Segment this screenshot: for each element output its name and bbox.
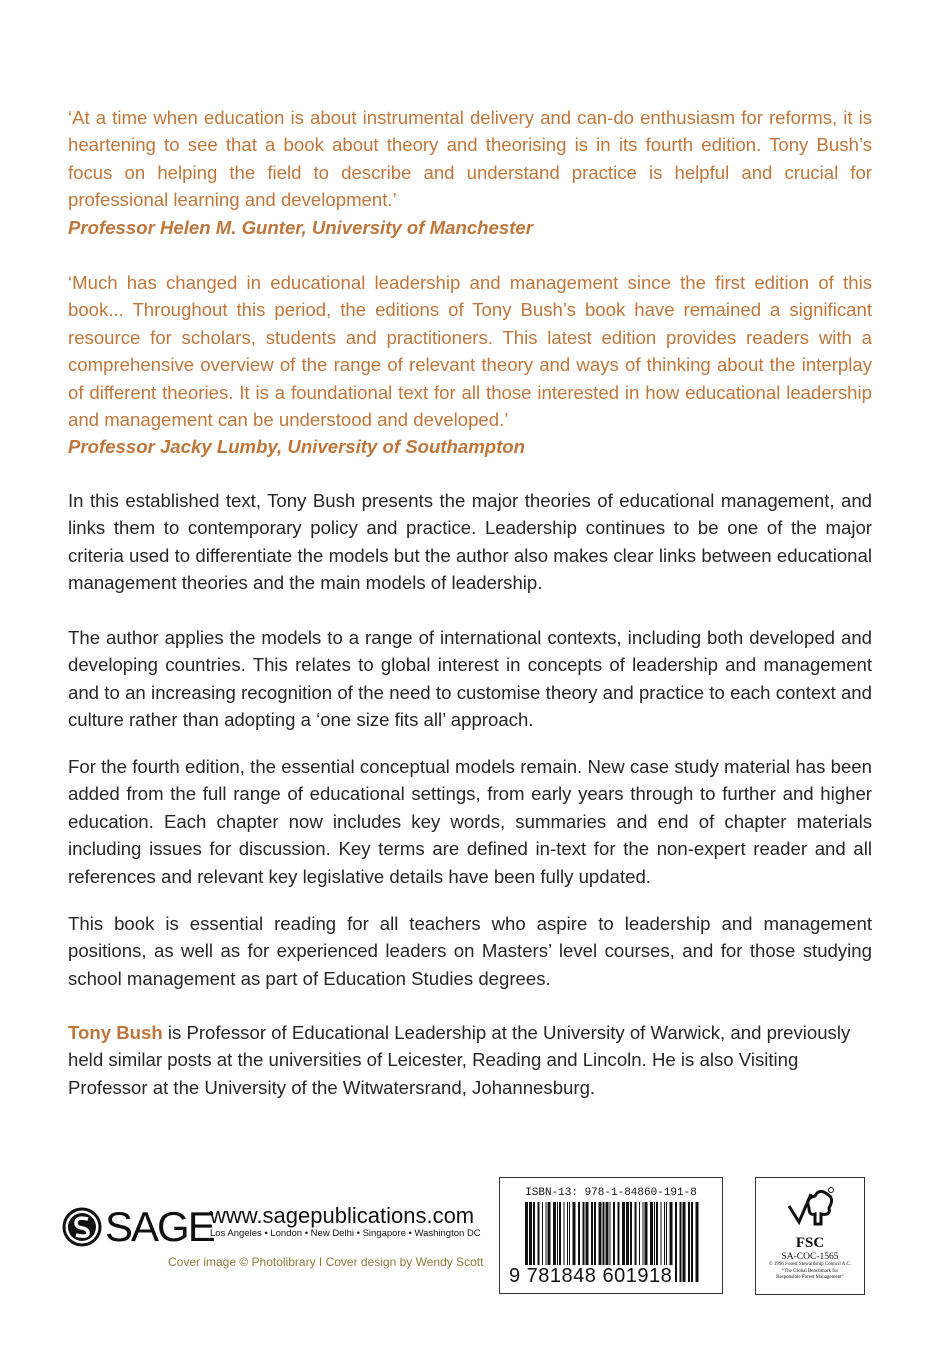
barcode-bar (675, 1202, 677, 1282)
barcode-bar (683, 1202, 686, 1282)
isbn-barcode (499, 1177, 723, 1294)
endorsement-2 (68, 269, 872, 461)
fsc-code: SA-COC-1565 (781, 1252, 839, 1262)
description-paragraph: For the fourth edition, the essential conceptual models remain. New case study material has been added from the full range of educational settings, from early years through to further and higher education. Each chapter now includes key words, summaries and end of chapter materials including issues for discussion. Key terms are defined in-text for the non-expert reader and all references and relevant key legislative details have been fully updated. (68, 756, 872, 887)
sage-s-icon (62, 1207, 102, 1247)
fsc-wordmark: FSC (795, 1235, 825, 1251)
fsc-tree-icon (785, 1186, 835, 1230)
author-bio (68, 1019, 872, 1101)
endorsement-attribution: Professor Jacky Lumby, University of Southampton (68, 436, 526, 458)
fsc-tagline: “The Global Benchmark for Responsible Forest Management” (776, 1269, 844, 1280)
barcode-bar (688, 1202, 690, 1282)
endorsement-1 (68, 104, 872, 241)
author-bio-text: is Professor of Educational Leadership at the University of Warwick, and previously held similar posts at the universities of Leicester, Reading and Lincoln. He is also Visiting Professor at the University of the Witwatersrand, Johannesburg. (68, 1022, 851, 1098)
endorsement-attribution: Professor Helen M. Gunter, University of Manchester (68, 216, 533, 238)
sage-wordmark: SAGE (105, 1203, 214, 1250)
publisher-cities: Los Angeles • London • New Delhi • Singapore • Washington DC (210, 1228, 481, 1239)
author-name: Tony Bush (68, 1022, 163, 1043)
publisher-info (210, 1204, 481, 1239)
description-paragraph: In this established text, Tony Bush presents the major theories of educational management, and links them to contemporary policy and practice. Leadership continues to be one of the major criteria used to differentiate the models but the author also makes clear links between educational management theories and the main models of leadership. (68, 490, 872, 594)
fsc-copyright: © 1996 Forest Stewardship Council A.C. (768, 1262, 852, 1267)
description-paragraph: This book is essential reading for all teachers who aspire to leadership and management positions, as well as for experienced leaders on Masters’ level courses, and for those studying school management as part of Education Studies degrees. (68, 913, 872, 989)
barcode-digits: 9 781848 601918 (509, 1265, 673, 1287)
sage-logo (62, 1203, 214, 1251)
barcode-bar (680, 1202, 682, 1282)
endorsement-quote: ‘At a time when education is about instrumental delivery and can-do enthusiasm for reforms, it is heartening to see that a book about theory and theorising is in its fourth edition. Tony Bush’s focus on helping the field to describe and understand practice is helpful and crucial for professional learning and development.’ (68, 107, 872, 211)
endorsement-quote: ‘Much has changed in educational leadership and management since the first edition of this book... Throughout this period, the editions of Tony Bush’s book have remained a significant resource for scholars, students and practitioners. This latest edition provides readers with a comprehensive overview of the range of relevant theory and ways of thinking about the interplay of different theories. It is a foundational text for all those interested in how educational leadership and management can be understood and developed.’ (68, 272, 872, 431)
isbn-label: ISBN-13: 978-1-84860-191-8 (525, 1187, 697, 1199)
cover-credit: Cover image © Photolibrary I Cover design by Wendy Scott (168, 1255, 484, 1269)
barcode-bar (696, 1202, 699, 1282)
barcode-bar (691, 1202, 693, 1282)
fsc-logo (755, 1177, 865, 1295)
publisher-url: www.sagepublications.com (210, 1203, 475, 1228)
description-paragraph: The author applies the models to a range of international contexts, including both developed and developing countries. This relates to global interest in concepts of leadership and management and to an increasing recognition of the need to customise theory and practice to each context and culture rather than adopting a ‘one size fits all’ approach. (68, 627, 872, 731)
